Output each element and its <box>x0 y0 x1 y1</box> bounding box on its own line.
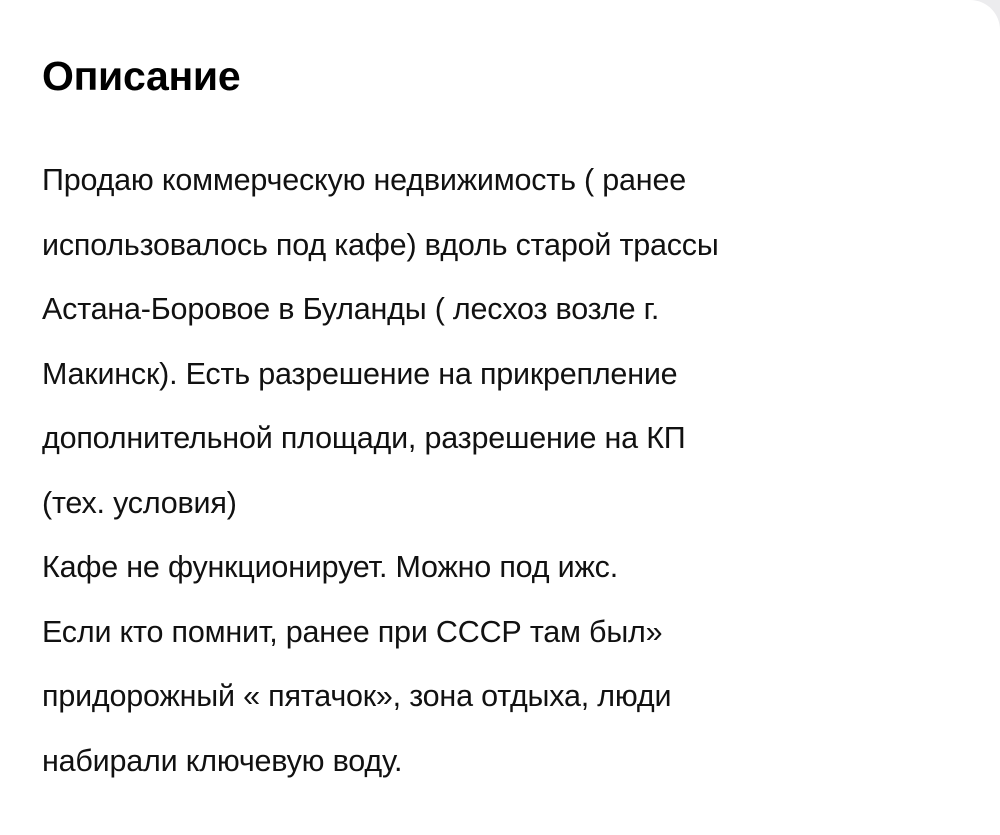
description-line: Астана-Боровое в Буланды ( лесхоз возле г. <box>42 292 660 326</box>
description-line: использовалось под кафе) вдоль старой трассы <box>42 227 719 262</box>
description-line: (тех. условия) <box>42 485 237 520</box>
description-line: Кафе не функционирует. Можно под ижс. <box>42 550 618 584</box>
description-text <box>42 148 960 793</box>
description-line: Продаю коммерческую недвижимость ( ранее <box>42 163 686 197</box>
description-line: придорожный « пятачок», зона отдыха, люди <box>42 679 672 713</box>
description-line: дополнительной площади, разрешение на КП <box>42 421 686 455</box>
description-line: Если кто помнит, ранее при СССР там был» <box>42 614 663 649</box>
description-line: набирали ключевую воду. <box>42 743 403 778</box>
section-title: Описание <box>42 53 241 99</box>
description-line: Макинск). Есть разрешение на прикрепление <box>42 356 678 391</box>
